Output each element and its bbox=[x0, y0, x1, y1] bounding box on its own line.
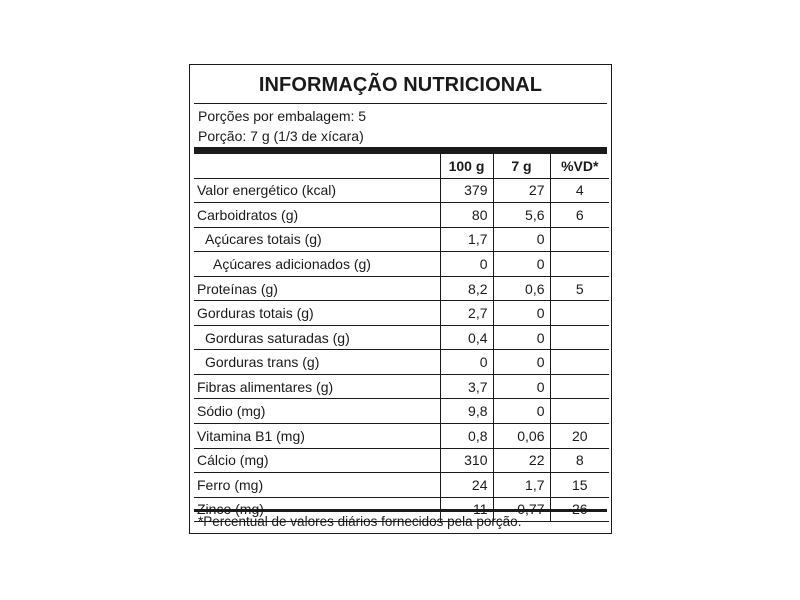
nutrient-name: Gorduras saturadas (g) bbox=[194, 325, 440, 350]
nutrient-name: Fibras alimentares (g) bbox=[194, 374, 440, 399]
value-daily-percent: 15 bbox=[550, 473, 609, 498]
nutrient-name: Vitamina B1 (mg) bbox=[194, 424, 440, 449]
table-row bbox=[194, 473, 609, 498]
table-row bbox=[194, 252, 609, 277]
value-daily-percent: 6 bbox=[550, 203, 609, 228]
table-row bbox=[194, 227, 609, 252]
value-daily-percent bbox=[550, 374, 609, 399]
nutrient-name: Sódio (mg) bbox=[194, 399, 440, 424]
value-daily-percent bbox=[550, 227, 609, 252]
value-per-100g: 0 bbox=[440, 350, 493, 375]
table-row bbox=[194, 301, 609, 326]
nutrient-name: Açúcares totais (g) bbox=[194, 227, 440, 252]
nutrition-label bbox=[189, 64, 612, 534]
title-divider bbox=[194, 103, 607, 104]
value-daily-percent: 8 bbox=[550, 448, 609, 473]
value-daily-percent bbox=[550, 301, 609, 326]
value-daily-percent: 5 bbox=[550, 276, 609, 301]
table-row bbox=[194, 203, 609, 228]
value-per-100g: 379 bbox=[440, 178, 493, 203]
value-per-100g: 0 bbox=[440, 252, 493, 277]
nutrition-table-body bbox=[194, 178, 609, 522]
value-per-portion: 0 bbox=[493, 399, 550, 424]
value-per-portion: 0,06 bbox=[493, 424, 550, 449]
table-header-row bbox=[194, 154, 609, 178]
servings-per-package: Porções por embalagem: 5 bbox=[198, 108, 367, 124]
value-per-portion: 0 bbox=[493, 252, 550, 277]
value-daily-percent: 4 bbox=[550, 178, 609, 203]
nutrient-name: Gorduras totais (g) bbox=[194, 301, 440, 326]
table-row bbox=[194, 448, 609, 473]
table-row bbox=[194, 276, 609, 301]
value-daily-percent: 20 bbox=[550, 424, 609, 449]
table-row bbox=[194, 325, 609, 350]
value-per-100g: 310 bbox=[440, 448, 493, 473]
table-row bbox=[194, 350, 609, 375]
nutrient-name: Ferro (mg) bbox=[194, 473, 440, 498]
value-daily-percent bbox=[550, 252, 609, 277]
value-per-100g: 80 bbox=[440, 203, 493, 228]
value-per-100g: 0,8 bbox=[440, 424, 493, 449]
value-per-100g: 2,7 bbox=[440, 301, 493, 326]
nutrient-name: Gorduras trans (g) bbox=[194, 350, 440, 375]
label-title: INFORMAÇÃO NUTRICIONAL bbox=[258, 74, 543, 96]
value-per-portion: 27 bbox=[493, 178, 550, 203]
value-daily-percent bbox=[550, 399, 609, 424]
value-per-100g: 8,2 bbox=[440, 276, 493, 301]
value-per-100g: 3,7 bbox=[440, 374, 493, 399]
value-per-portion: 0 bbox=[493, 301, 550, 326]
nutrient-name: Açúcares adicionados (g) bbox=[194, 252, 440, 277]
header-per-100g: 100 g bbox=[440, 154, 493, 178]
table-row bbox=[194, 424, 609, 449]
footnote: *Percentual de valores diários fornecidos pela porção. bbox=[198, 514, 522, 529]
nutrient-name: Valor energético (kcal) bbox=[194, 178, 440, 203]
value-per-portion: 0 bbox=[493, 227, 550, 252]
nutrient-name: Carboidratos (g) bbox=[194, 203, 440, 228]
value-per-portion: 0 bbox=[493, 374, 550, 399]
value-per-portion: 0,6 bbox=[493, 276, 550, 301]
value-daily-percent bbox=[550, 350, 609, 375]
header-daily-value: %VD* bbox=[550, 154, 609, 178]
value-per-100g: 0,4 bbox=[440, 325, 493, 350]
value-daily-percent bbox=[550, 325, 609, 350]
value-per-portion: 22 bbox=[493, 448, 550, 473]
value-per-100g: 9,8 bbox=[440, 399, 493, 424]
nutrient-name: Cálcio (mg) bbox=[194, 448, 440, 473]
header-per-portion: 7 g bbox=[493, 154, 550, 178]
header-nutrient bbox=[194, 154, 440, 178]
value-per-100g: 1,7 bbox=[440, 227, 493, 252]
value-per-100g: 24 bbox=[440, 473, 493, 498]
value-per-portion: 0 bbox=[493, 325, 550, 350]
serving-divider bbox=[194, 147, 607, 154]
table-row bbox=[194, 399, 609, 424]
nutrition-table bbox=[194, 154, 609, 522]
value-per-portion: 5,6 bbox=[493, 203, 550, 228]
table-row bbox=[194, 178, 609, 203]
value-per-portion: 0 bbox=[493, 350, 550, 375]
nutrient-name: Proteínas (g) bbox=[194, 276, 440, 301]
value-per-portion: 1,7 bbox=[493, 473, 550, 498]
table-row bbox=[194, 374, 609, 399]
serving-size: Porção: 7 g (1/3 de xícara) bbox=[198, 128, 364, 144]
